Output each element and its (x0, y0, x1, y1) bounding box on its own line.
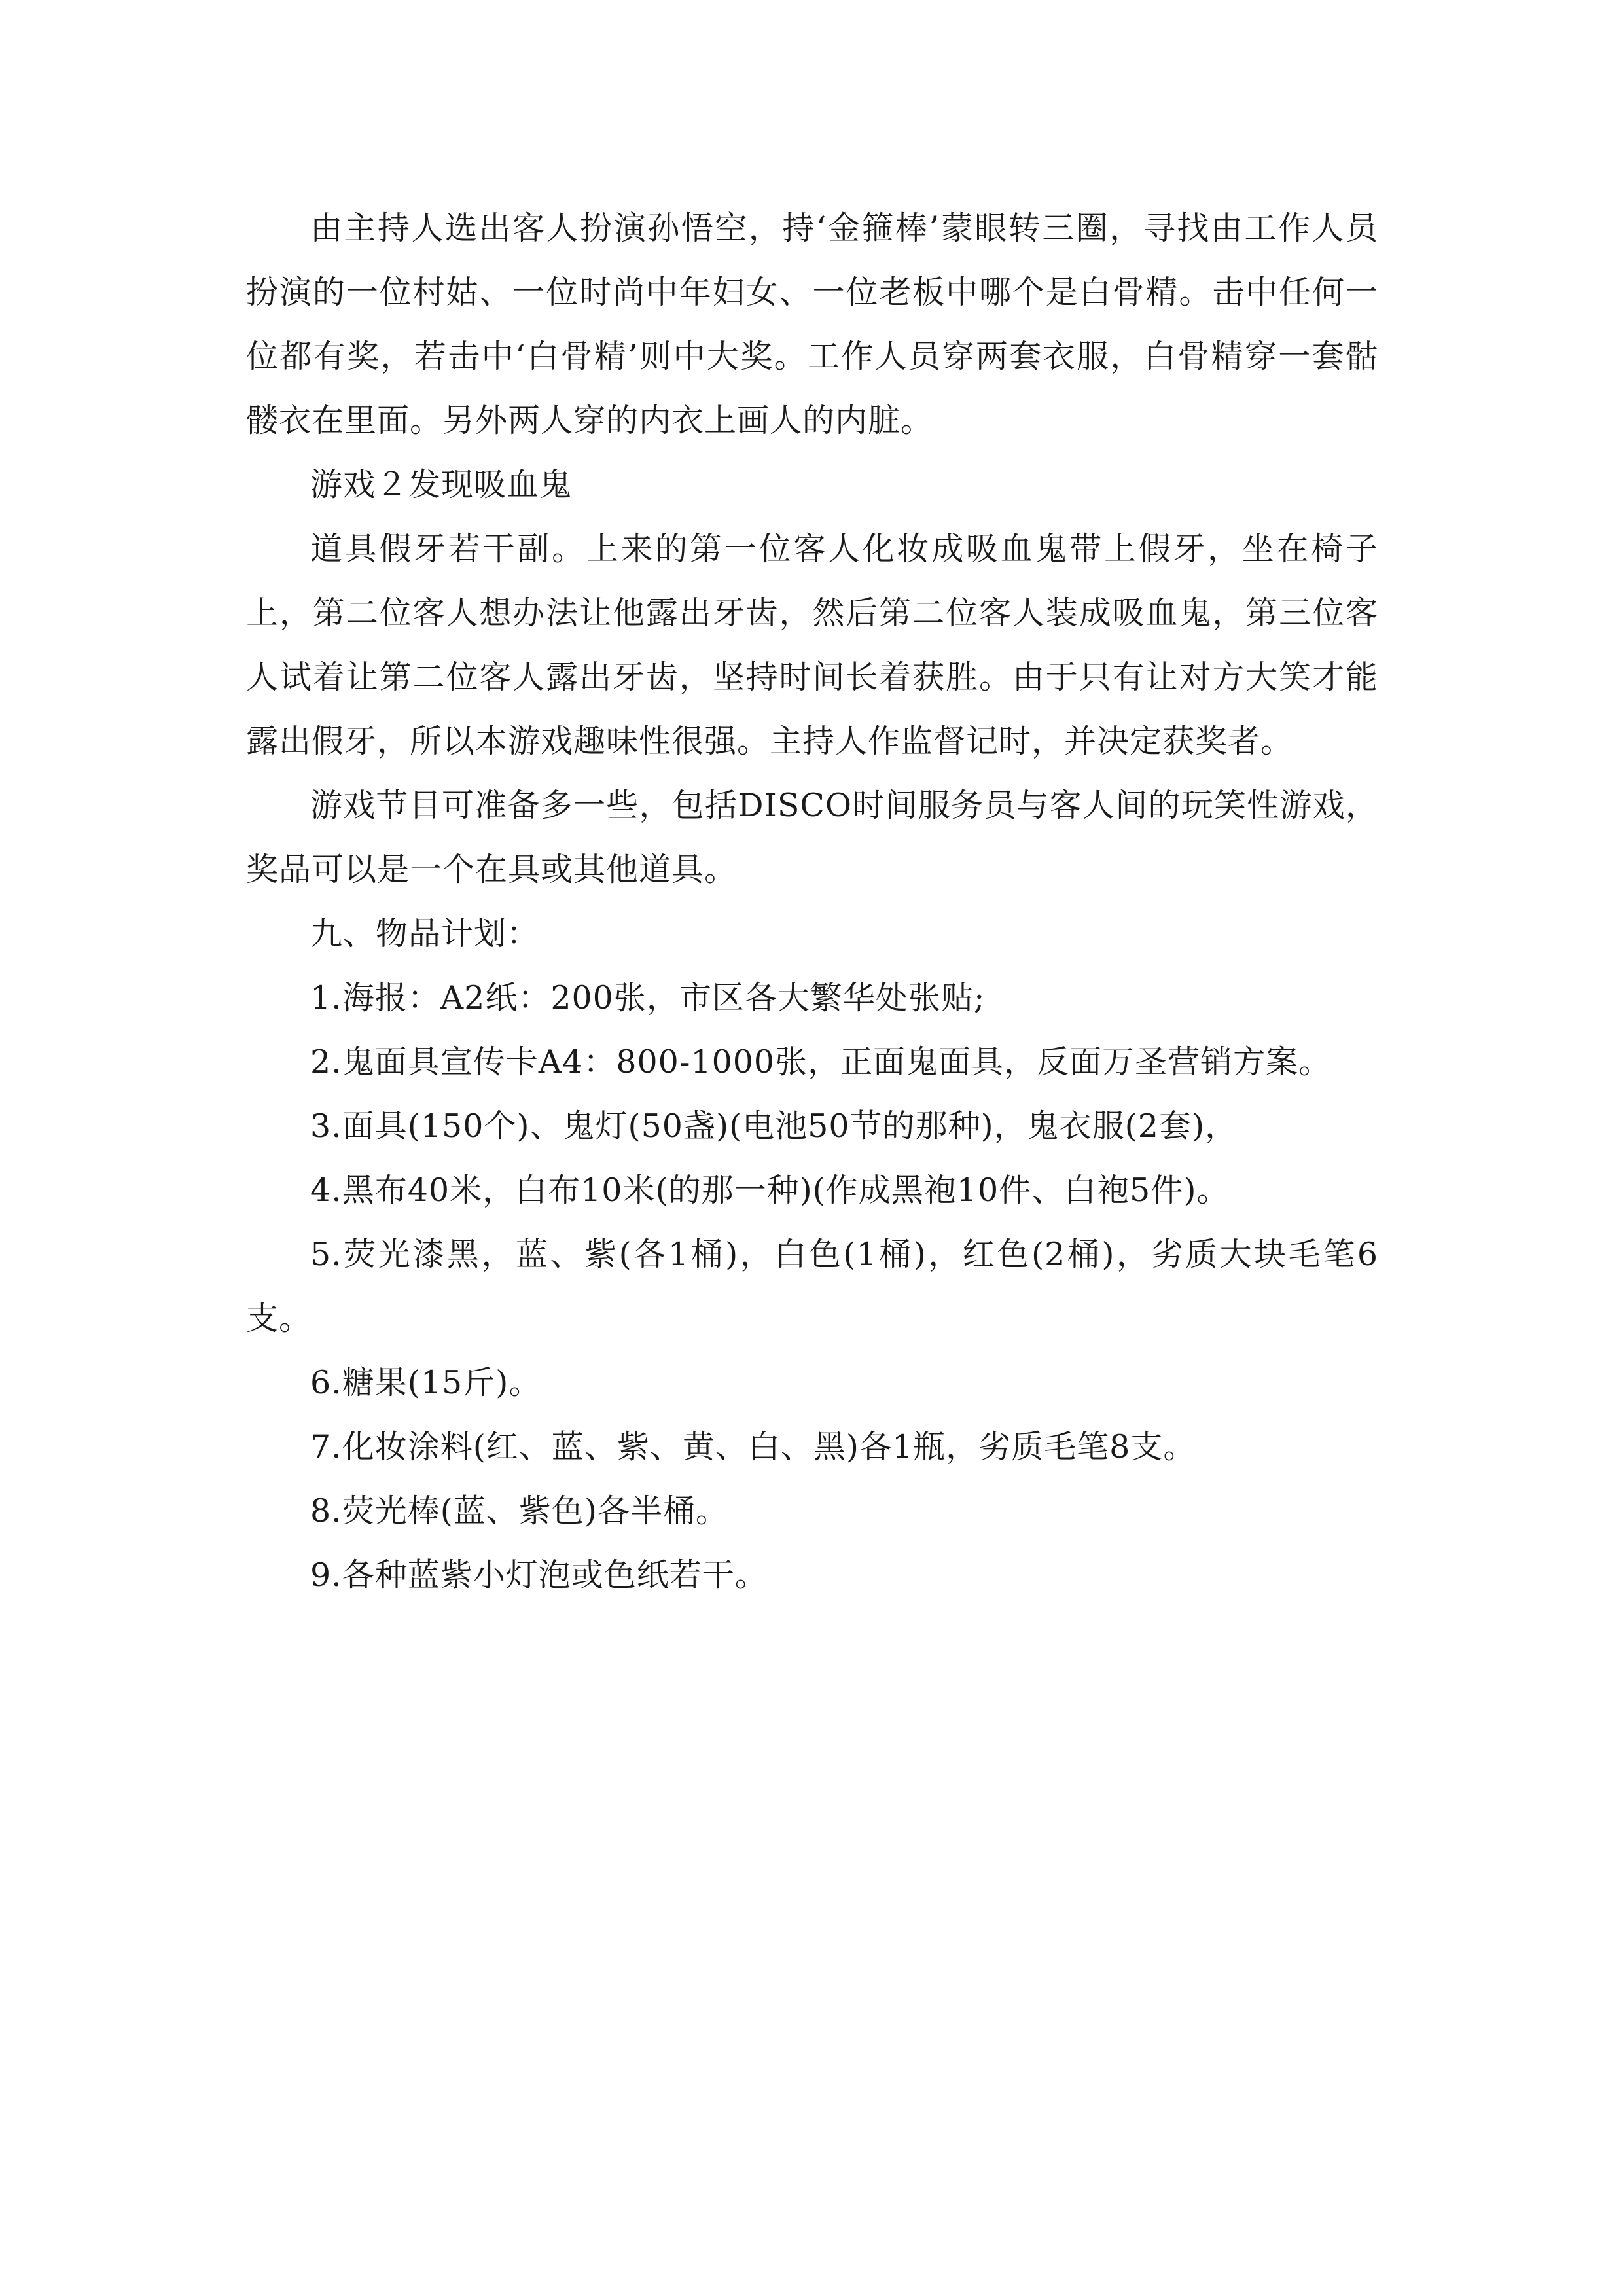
list-item-5: 5.荧光漆黑，蓝、紫(各1桶)，白色(1桶)，红色(2桶)，劣质大块毛笔6支。 (246, 1236, 1378, 1337)
list-item-4: 4.黑布40米，白布10米(的那一种)(作成黑袍10件、白袍5件)。 (310, 1172, 1230, 1209)
list-item-9: 9.各种蓝紫小灯泡或色纸若干。 (310, 1556, 768, 1594)
list-item-7: 7.化妆涂料(红、蓝、紫、黄、白、黑)各1瓶，劣质毛笔8支。 (310, 1428, 1196, 1465)
paragraph-vampire-game: 道具假牙若干副。上来的第一位客人化妆成吸血鬼带上假牙，坐在椅子上，第二位客人想办法让他露出牙齿，然后第二位客人装成吸血鬼，第三位客人试着让第二位客人露出牙齿，坚持时间长着获胜。由于只有让对方大笑才能露出假牙，所以本游戏趣味性很强。主持人作监督记时，并决定获奖者。 (246, 530, 1378, 760)
heading-game-2: 游戏２发现吸血鬼 (310, 466, 573, 503)
paragraph-more-games: 游戏节目可准备多一些，包括DISCO时间服务员与客人间的玩笑性游戏，奖品可以是一个在具或其他道具。 (246, 787, 1378, 888)
list-item-1: 1.海报：A2纸：200张，市区各大繁华处张贴; (310, 979, 986, 1016)
heading-item-plan: 九、物品计划： (310, 915, 540, 952)
paragraph-baigujing-game: 由主持人选出客人扮演孙悟空，持‘金箍棒’蒙眼转三圈，寻找由工作人员扮演的一位村姑、一位时尚中年妇女、一位老板中哪个是白骨精。击中任何一位都有奖，若击中‘白骨精’则中大奖。工作人员穿两套衣服，白骨精穿一套骷髅衣在里面。另外两人穿的内衣上画人的内脏。 (246, 209, 1378, 439)
document-body (246, 196, 1378, 1607)
list-item-3: 3.面具(150个)、鬼灯(50盏)(电池50节的那种)，鬼衣服(2套)， (310, 1107, 1238, 1145)
list-item-2: 2.鬼面具宣传卡A4：800-1000张，正面鬼面具，反面万圣营销方案。 (310, 1043, 1332, 1081)
list-item-6: 6.糖果(15斤)。 (310, 1364, 542, 1401)
list-item-8: 8.荧光棒(蓝、紫色)各半桶。 (310, 1492, 728, 1530)
